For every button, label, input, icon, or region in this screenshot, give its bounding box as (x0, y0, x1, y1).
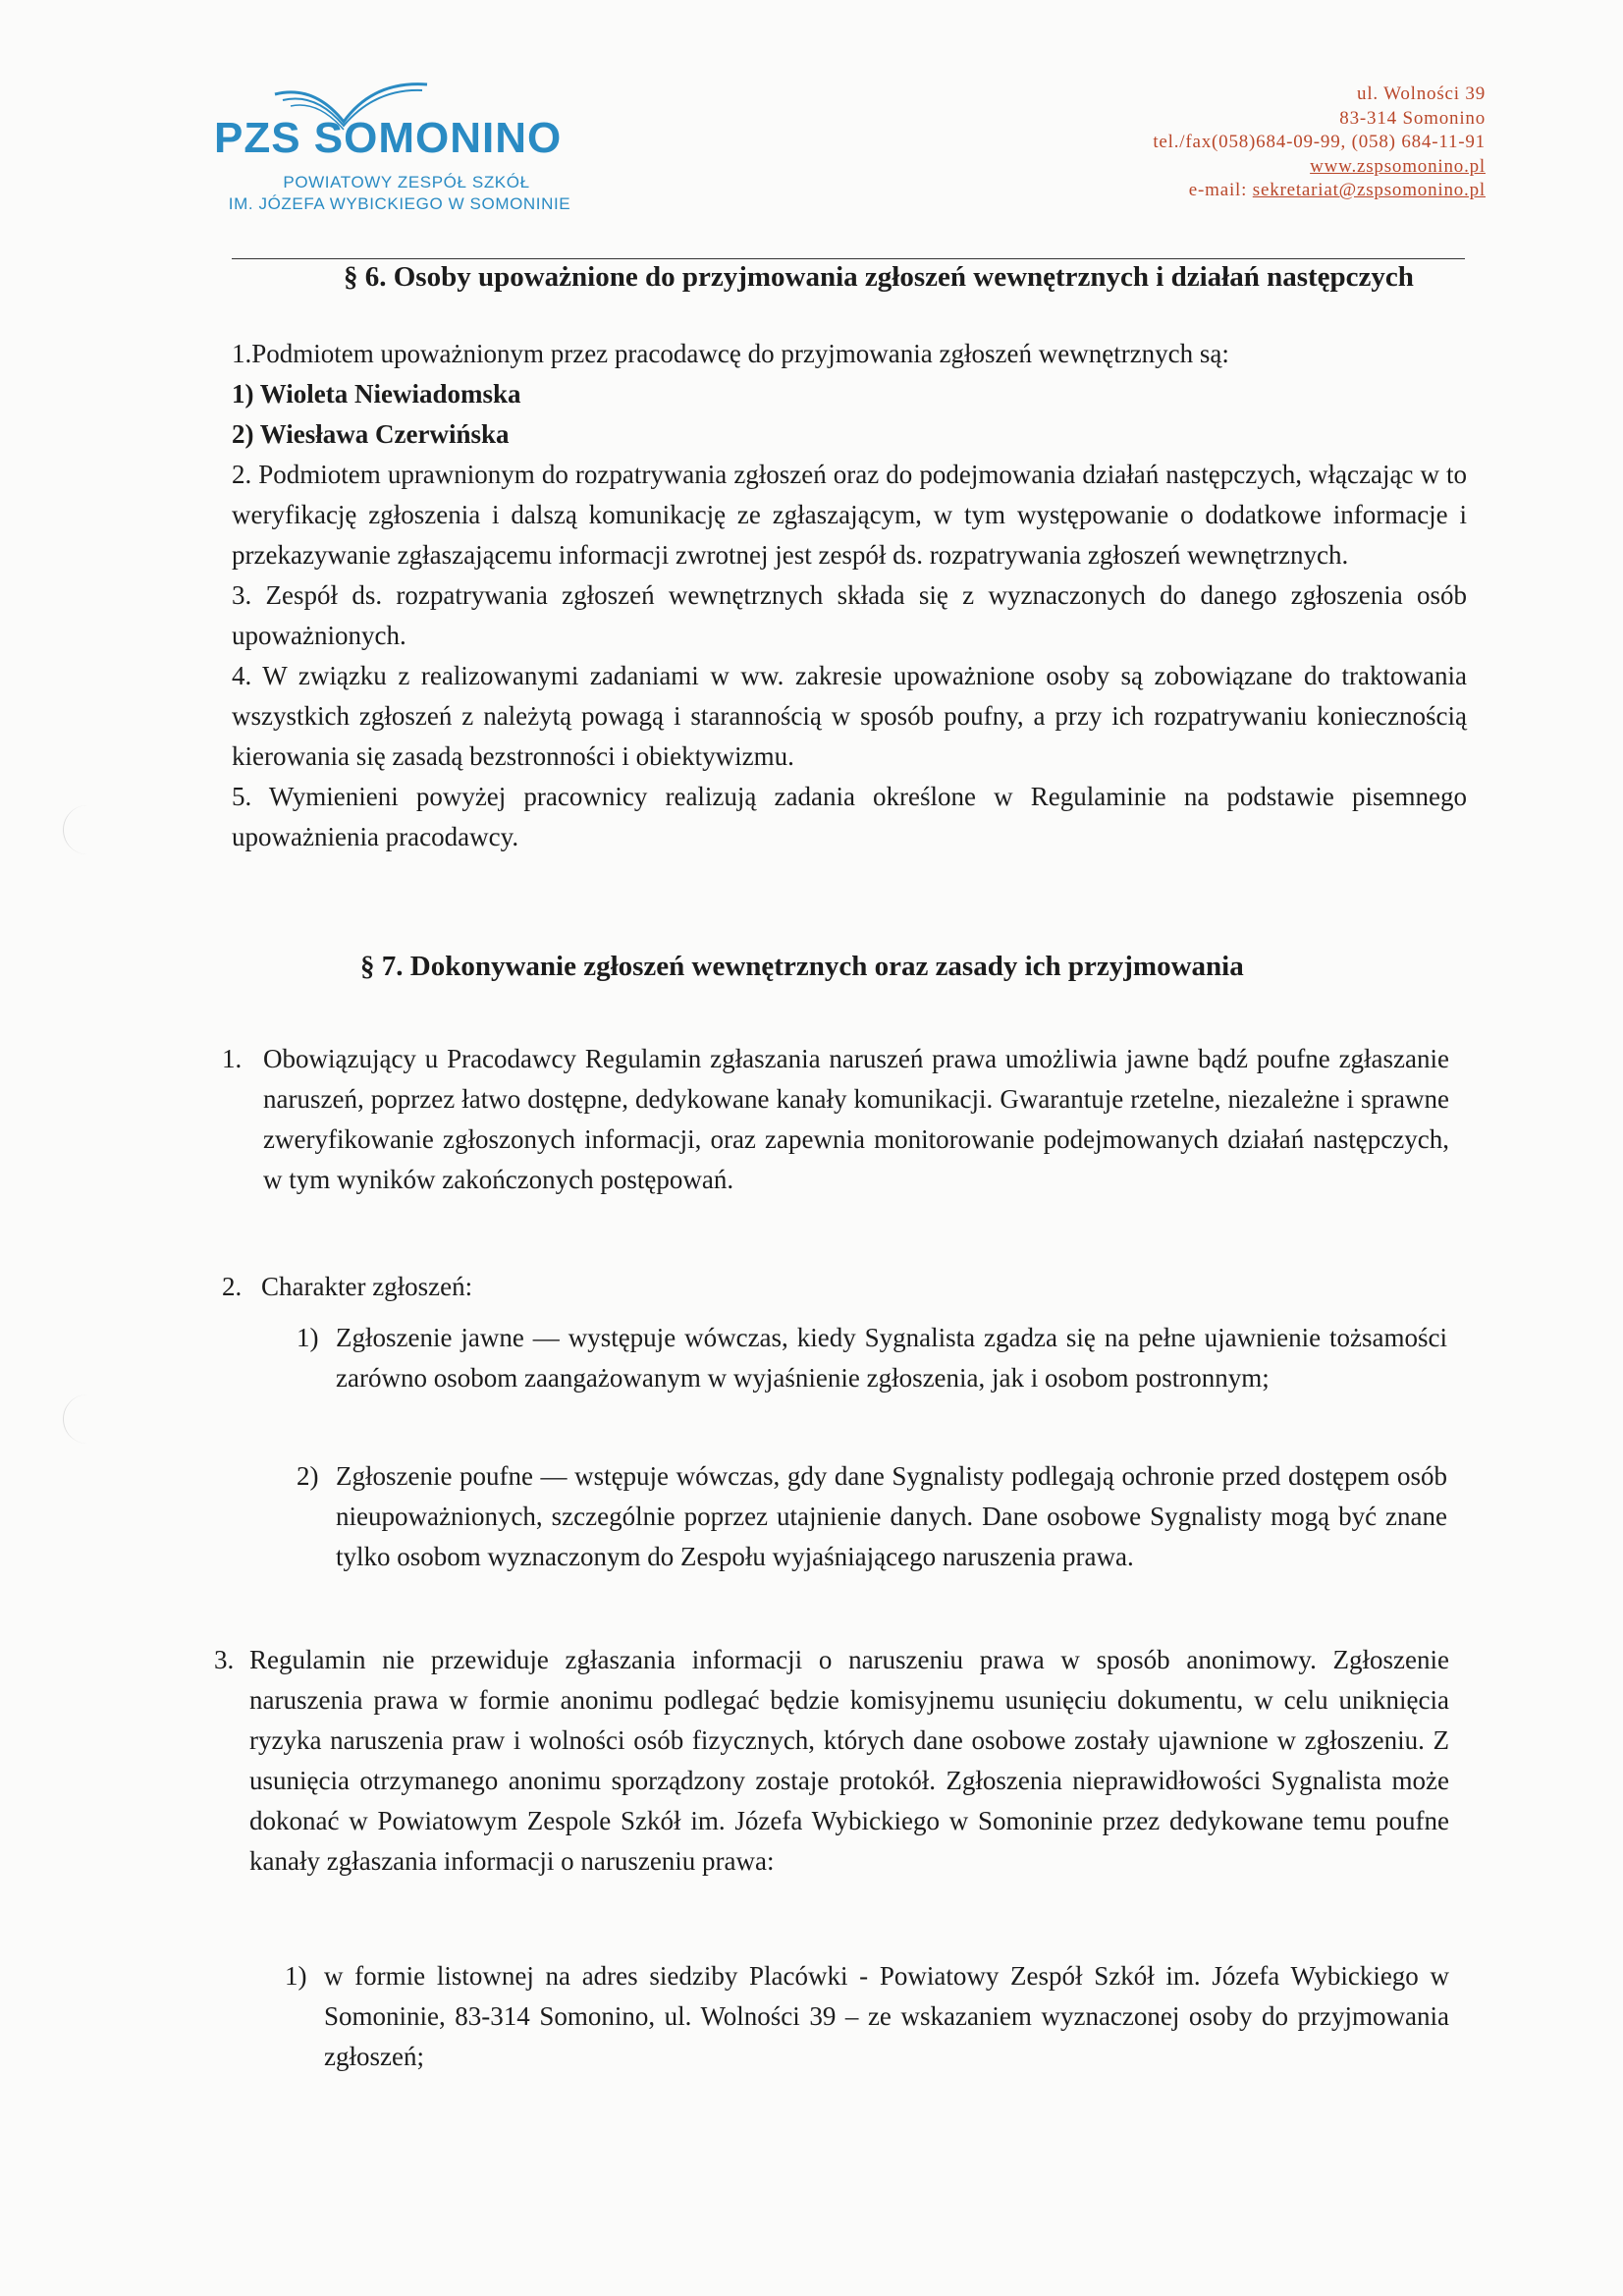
header-divider (232, 258, 1465, 259)
s6-person-1: 1) Wioleta Niewiadomska (232, 379, 521, 409)
logo-subtitle-1: POWIATOWY ZESPÓŁ SZKÓŁ (283, 173, 530, 191)
s6-paragraph-1: 1.Podmiotem upoważnionym przez pracodawcę do przyjmowania zgłoszeń wewnętrznych są: (232, 339, 1229, 368)
s7-item-2-number: 2. (222, 1272, 243, 1301)
section-7-title: § 7. Dokonywanie zgłoszeń wewnętrznych oraz zasady ich przyjmowania (360, 951, 1244, 982)
s7-item-3 (214, 1640, 1449, 1882)
s6-paragraph-3: 3. Zespół ds. rozpatrywania zgłoszeń wewnętrznych składa się z wyznaczonych do danego zgłoszenia osób upoważnionych. (232, 580, 1467, 650)
s7-item-1 (222, 1039, 1449, 1200)
punch-hole-mark (63, 805, 93, 854)
s7-item-1-number: 1. (222, 1044, 243, 1073)
email-link[interactable]: sekretariat@zspsomonino.pl (1252, 180, 1486, 200)
s7-item-2-sub-1 (297, 1318, 1447, 1398)
s7-item-2-sub-1-number: 1) (297, 1323, 319, 1352)
logo-subtitle-2: IM. JÓZEFA WYBICKIEGO W SOMONINIE (228, 194, 571, 213)
section-6-body (232, 334, 1467, 857)
s7-item-2-text: Charakter zgłoszeń: (261, 1272, 473, 1301)
s6-paragraph-5: 5. Wymienieni powyżej pracownicy realizują zadania określone w Regulaminie na podstawie pisemnego upoważnienia pracodawcy. (232, 782, 1467, 851)
s7-item-3-sub-1 (285, 1956, 1449, 2077)
contact-block (1153, 82, 1486, 203)
s7-item-3-number: 3. (214, 1645, 235, 1674)
s7-item-2-sub-2 (297, 1456, 1447, 1577)
logo-title: PZS SOMONINO (214, 114, 563, 162)
s6-paragraph-4: 4. W związku z realizowanymi zadaniami w ww. zakresie upoważnione osoby są zobowiązane do traktowania wszystkich zgłoszeń z należytą powagą i starannością w sposób poufny, a przy ich rozpatrywaniu koniecznością kierowania się zasadą bezstronności i obiektywizmu. (232, 661, 1467, 771)
s7-item-2-sub-2-number: 2) (297, 1461, 319, 1491)
s7-item-2 (222, 1267, 1449, 1307)
s7-item-2-sub-1-text: Zgłoszenie jawne — występuje wówczas, kiedy Sygnalista zgadza się na pełne ujawnienie tożsamości zarówno osobom zaangażowanym w wyjaśnienie zgłoszenia, jak i osobom postronnym; (336, 1323, 1447, 1393)
s7-item-3-sub-1-number: 1) (285, 1961, 307, 1991)
website-link[interactable]: www.zspsomonino.pl (1310, 155, 1486, 177)
email-label: e-mail: (1188, 180, 1253, 200)
address-street: ul. Wolności 39 (1357, 83, 1486, 104)
phone-fax: tel./fax(058)684-09-99, (058) 684-11-91 (1153, 132, 1486, 152)
s6-person-2: 2) Wiesława Czerwińska (232, 419, 510, 449)
s6-paragraph-2: 2. Podmiotem uprawnionym do rozpatrywania zgłoszeń oraz do podejmowania działań następczych, włączając w to weryfikację zgłoszenia i dalszą komunikację ze zgłaszającym, w tym występowanie o dodatkowe informacje i przekazywanie zgłaszającemu informacji zwrotnej jest zespół ds. rozpatrywania zgłoszeń wewnętrznych. (232, 460, 1467, 570)
address-postal: 83-314 Somonino (1339, 107, 1486, 129)
section-6-title: § 6. Osoby upoważnione do przyjmowania zgłoszeń wewnętrznych i działań następczych (344, 261, 1414, 293)
s7-item-3-sub-1-text: w formie listownej na adres siedziby Placówki - Powiatowy Zespół Szkół im. Józefa Wybickiego w Somoninie, 83-314 Somonino, ul. Wolności 39 – ze wskazaniem wyznaczonej osoby do przyjmowania zgłoszeń; (324, 1961, 1449, 2071)
s7-item-1-text: Obowiązujący u Pracodawcy Regulamin zgłaszania naruszeń prawa umożliwia jawne bądź poufne zgłaszanie naruszeń, poprzez łatwo dostępne, dedykowane kanały komunikacji. Gwarantuje rzetelne, niezależne i sprawne zweryfikowanie zgłoszonych informacji, oraz zapewnia monitorowanie podejmowanych działań następczych, w tym wyników zakończonych postępowań. (263, 1044, 1449, 1194)
s7-item-2-sub-2-text: Zgłoszenie poufne — wstępuje wówczas, gdy dane Sygnalisty podlegają ochronie przed dostępem osób nieupoważnionych, szczególnie poprzez utajnienie danych. Dane osobowe Sygnalisty mogą być znane tylko osobom wyznaczonym do Zespołu wyjaśniającego naruszenia prawa. (336, 1461, 1447, 1571)
school-logo (206, 77, 619, 224)
punch-hole-mark (63, 1394, 93, 1444)
s7-item-3-text: Regulamin nie przewiduje zgłaszania informacji o naruszeniu prawa w sposób anonimowy. Zgłoszenie naruszenia prawa w formie anonimu podlegać będzie komisyjnemu usunięciu dokumentu, w celu uniknięcia ryzyka naruszenia praw i wolności osób fizycznych, których dane osobowe zostały ujawnione w zgłoszeniu. Z usunięcia otrzymanego anonimu sporządzony zostaje protokół. Zgłoszenia nieprawidłowości Sygnalista może dokonać w Powiatowym Zespole Szkół im. Józefa Wybickiego w Somoninie przez dedykowane temu poufne kanały zgłaszania informacji o naruszeniu prawa: (249, 1645, 1449, 1876)
